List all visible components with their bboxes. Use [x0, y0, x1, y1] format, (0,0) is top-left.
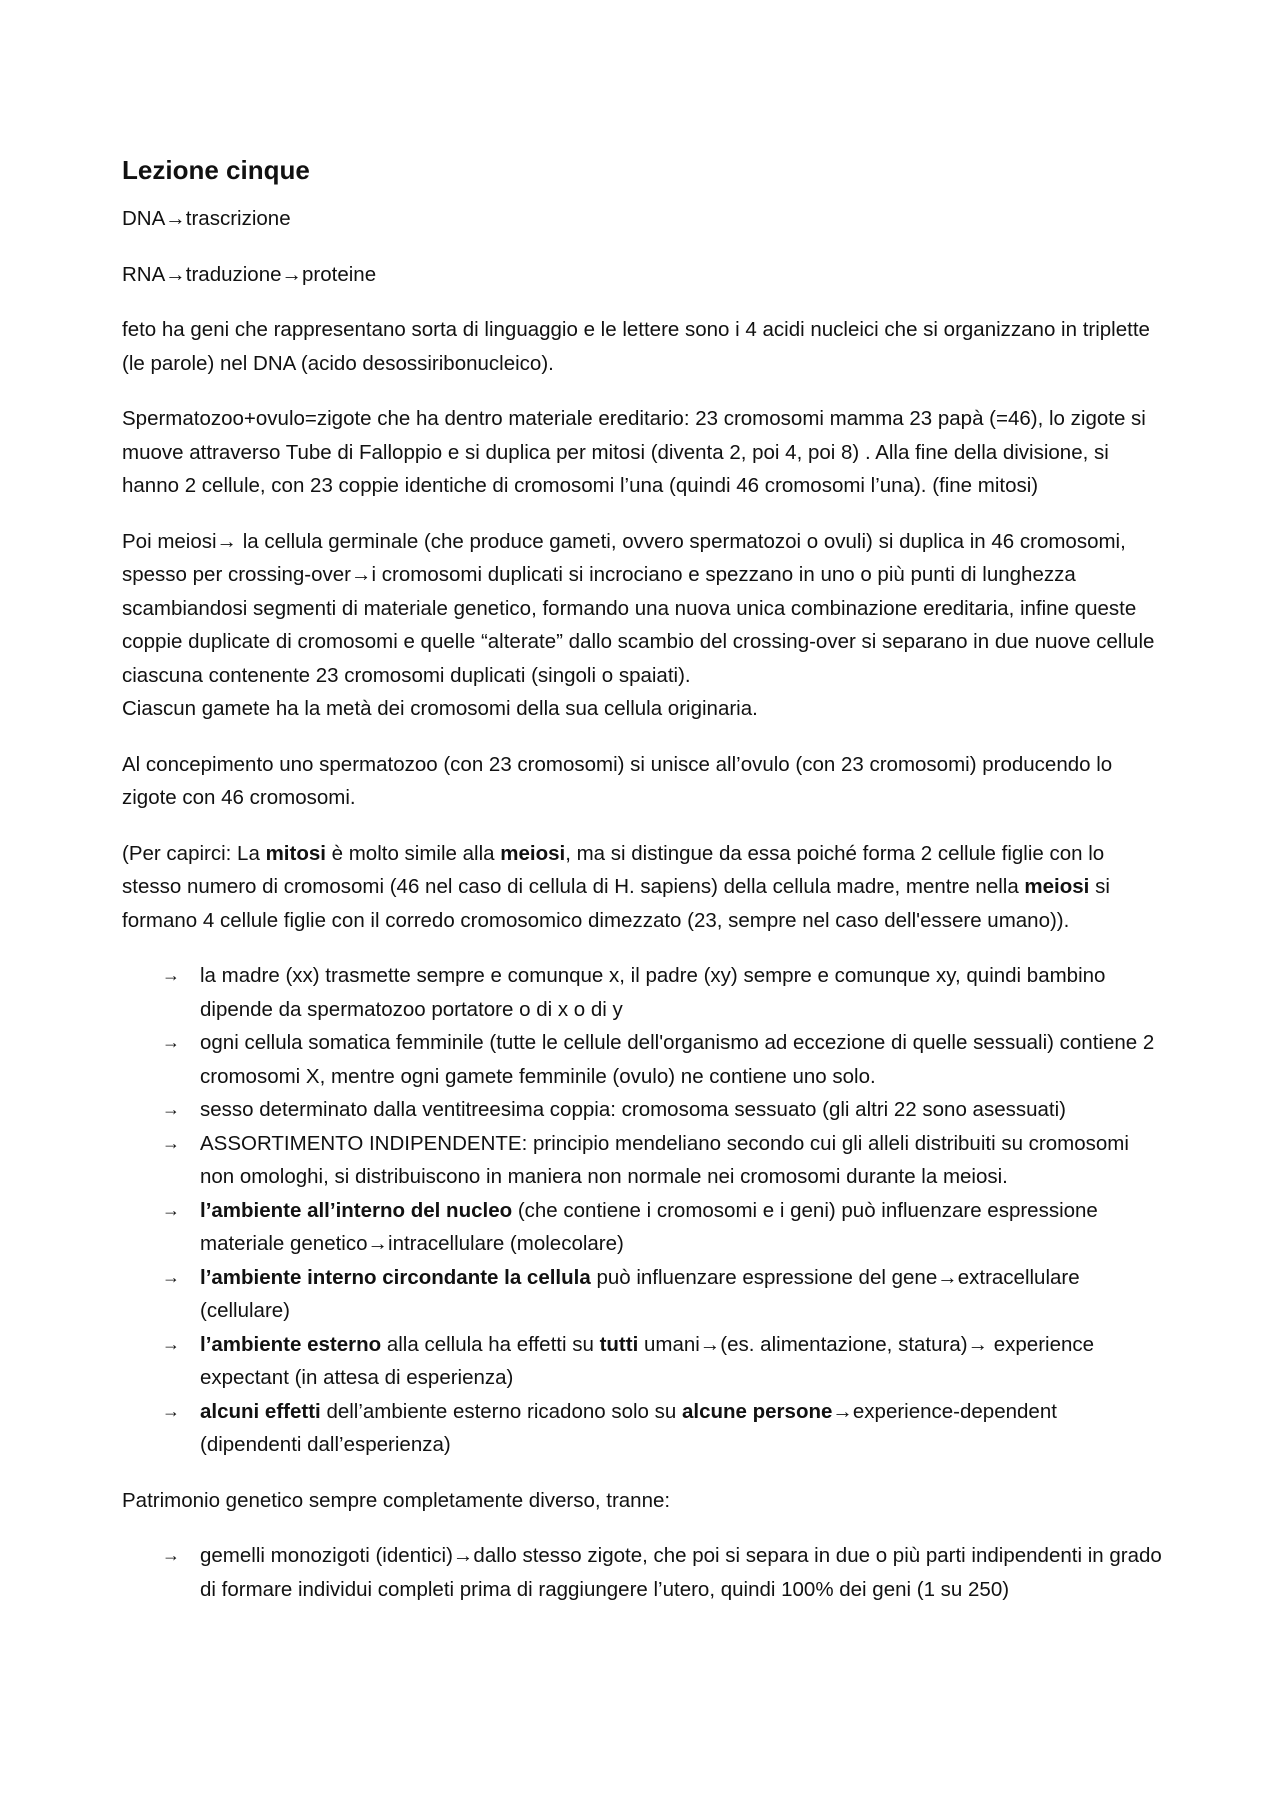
line-rna: RNA→traduzione→proteine	[122, 262, 377, 286]
list-item-text: umani→(es. alimentazione, statura)→ experience expectant (in attesa di esperienza)	[200, 1332, 1095, 1389]
list-item-text: la madre (xx) trasmette sempre e comunque x, il padre (xy) sempre e comunque xy, quindi bambino dipende da spermatozoo portatore o di x o di y	[200, 964, 1106, 1021]
genetics-list	[122, 959, 1162, 1462]
list-item-text: sesso determinato dalla ventitreesima coppia: cromosoma sessuato (gli altri 22 sono asessuati)	[200, 1098, 1066, 1121]
capirci-text: (Per capirci: La	[122, 841, 266, 865]
capirci-bold: mitosi	[265, 841, 326, 865]
list-item	[122, 1093, 1162, 1127]
list-item-bold: l’ambiente interno circondante la cellula	[200, 1265, 591, 1289]
list-item-text: può influenzare espressione del gene→extracellulare (cellulare)	[200, 1265, 1080, 1322]
list-item-text: gemelli monozigoti (identici)→dallo stesso zigote, che poi si separa in due o più parti indipendenti in grado di formare individui completi prima di raggiungere l’utero, quindi 100% dei geni (1 su 250)	[200, 1544, 1162, 1601]
arrow-bullet-icon: →	[162, 1199, 180, 1220]
capirci-bold: meiosi	[1024, 875, 1090, 898]
list-item-bold: tutti	[599, 1332, 639, 1356]
capirci-text: si formano 4 cellule figlie con il corredo cromosomico dimezzato (23, sempre nel caso dell'essere umano)).	[122, 875, 1110, 932]
list-item-text: (che contiene i cromosomi e i geni) può influenzare espressione materiale genetico→intracellulare (molecolare)	[200, 1198, 1098, 1255]
meiosi-text: Poi meiosi→ la cellula germinale (che produce gameti, ovvero spermatozoi o ovuli) si duplica in 46 cromosomi, spesso per crossing-over→i cromosomi duplicati si incrociano e spezzano in uno o più punti di lunghezza scambiandosi segmenti di materiale genetico, formando una nuova unica combinazione ereditaria, infine queste coppie duplicate di cromosomi e quelle “alterate” dallo scambio del crossing-over si separano in due nuove cellule ciascuna contenente 23 cromosomi duplicati (singoli o spaiati).	[122, 529, 1155, 687]
list-item	[122, 1539, 1162, 1606]
arrow-bullet-icon: →	[162, 1099, 180, 1119]
capirci-bold: meiosi	[500, 841, 566, 865]
paragraph-patrimonio: Patrimonio genetico sempre completamente diverso, tranne:	[122, 1488, 671, 1512]
capirci-text: è molto simile alla	[325, 841, 501, 865]
page-title: Lezione cinque	[122, 155, 310, 185]
list-item	[122, 1026, 1162, 1093]
arrow-bullet-icon: →	[162, 1400, 180, 1421]
gamete-text: Ciascun gamete ha la metà dei cromosomi della sua cellula originaria.	[122, 697, 758, 720]
arrow-bullet-icon: →	[162, 965, 180, 985]
list-item	[122, 1261, 1162, 1328]
arrow-bullet-icon: →	[162, 1545, 180, 1565]
list-item-text: dell’ambiente esterno ricadono solo su	[320, 1399, 682, 1423]
paragraph-feto: feto ha geni che rappresentano sorta di linguaggio e le lettere sono i 4 acidi nucleici che si organizzano in triplette (le parole) nel DNA (acido desossiribonucleico).	[122, 318, 1150, 375]
list-item-bold: alcune persone	[682, 1399, 833, 1423]
list-item-bold: alcuni effetti	[200, 1399, 321, 1423]
arrow-bullet-icon: →	[162, 1266, 180, 1287]
paragraph-meiosi	[122, 525, 1162, 726]
paragraph-capirci	[122, 837, 1162, 938]
capirci-text: , ma si distingue da essa poiché forma 2 cellule figlie con lo stesso numero di cromosomi (46 nel caso di cellula di H. sapiens) della cellula madre, mentre nella	[122, 841, 1105, 898]
list-item	[122, 959, 1162, 1026]
paragraph-concepimento: Al concepimento uno spermatozoo (con 23 cromosomi) si unisce all’ovulo (con 23 cromosomi) producendo lo zigote con 46 cromosomi.	[122, 752, 1113, 809]
line-dna: DNA→trascrizione	[122, 207, 291, 230]
arrow-bullet-icon: →	[162, 1132, 180, 1153]
twins-list	[122, 1539, 1162, 1606]
list-item-text: alla cellula ha effetti su	[381, 1332, 600, 1356]
list-item-text: →experience-dependent (dipendenti dall’esperienza)	[200, 1399, 1057, 1456]
list-item	[122, 1395, 1162, 1462]
list-item-text: ogni cellula somatica femminile (tutte le cellule dell'organismo ad eccezione di quelle sessuali) contiene 2 cromosomi X, mentre ogni gamete femminile (ovulo) ne contiene uno solo.	[200, 1031, 1155, 1088]
document-page	[122, 150, 1162, 1628]
list-item	[122, 1127, 1162, 1194]
list-item-bold: l’ambiente all’interno del nucleo	[200, 1198, 513, 1222]
arrow-bullet-icon: →	[162, 1333, 180, 1354]
arrow-bullet-icon: →	[162, 1032, 180, 1052]
list-item-bold: l’ambiente esterno	[200, 1332, 382, 1356]
paragraph-spermatozoo: Spermatozoo+ovulo=zigote che ha dentro materiale ereditario: 23 cromosomi mamma 23 papà (=46), lo zigote si muove attraverso Tube di Falloppio e si duplica per mitosi (diventa 2, poi 4, poi 8) . Alla fine della divisione, si hanno 2 cellule, con 23 coppie identiche di cromosomi l’una (quindi 46 cromosomi l’una). (fine mitosi)	[122, 407, 1146, 497]
list-item	[122, 1194, 1162, 1261]
list-item-text: ASSORTIMENTO INDIPENDENTE: principio mendeliano secondo cui gli alleli distribuiti su cromosomi non omologhi, si distribuiscono in maniera non normale nei cromosomi durante la meiosi.	[200, 1131, 1129, 1188]
list-item	[122, 1328, 1162, 1395]
